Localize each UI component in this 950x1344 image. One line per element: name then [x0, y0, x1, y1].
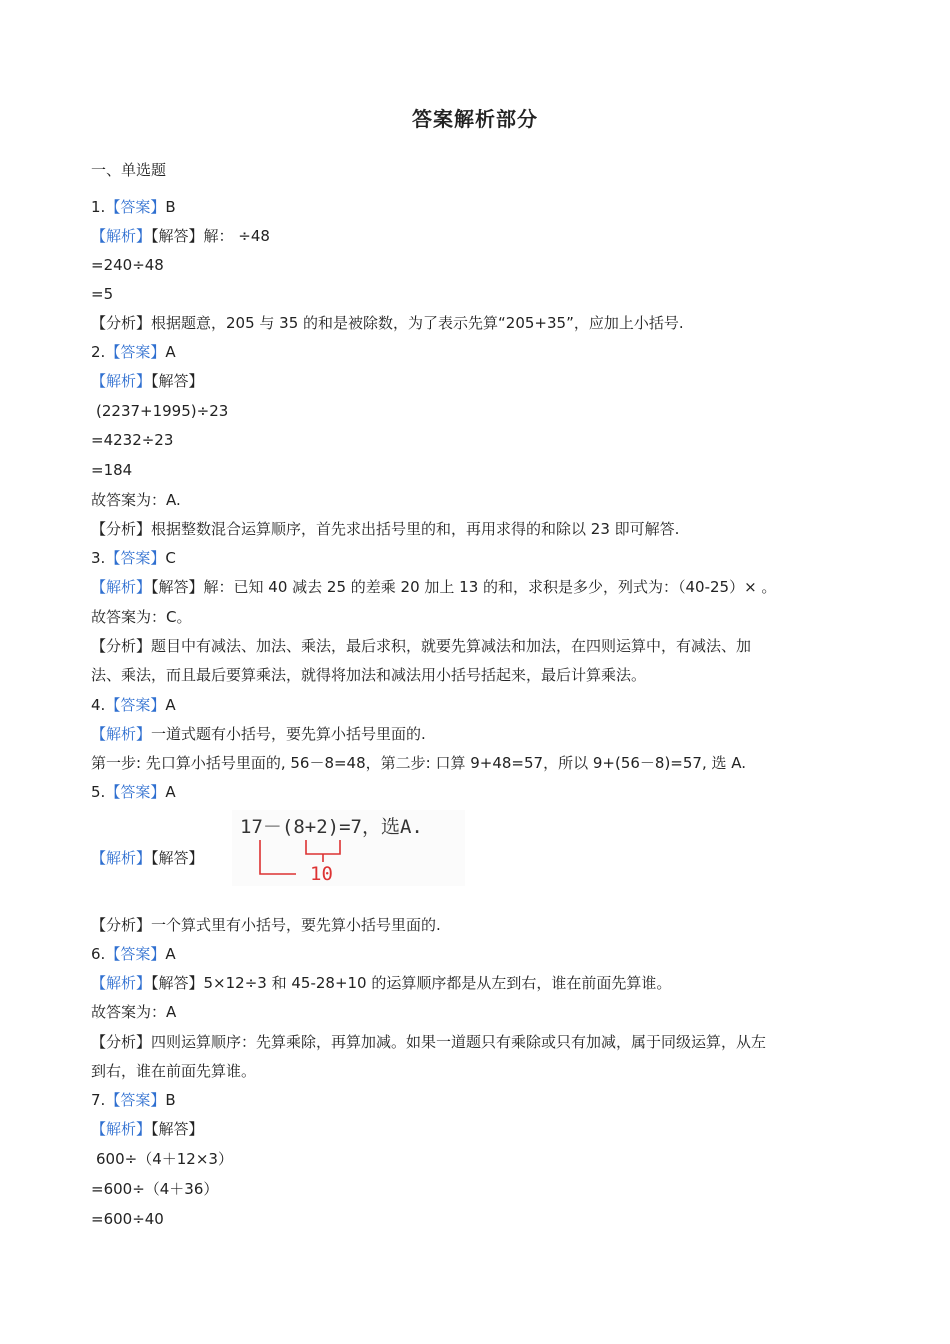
q5-expression: 17－(8+2)=7，选A. [240, 816, 423, 838]
q5-solution: 【解答】 [151, 849, 204, 867]
q7-solution-line [91, 1119, 204, 1139]
q5-bracket-outer [260, 840, 296, 874]
q5-calculation-diagram [232, 810, 465, 886]
q2-solution-line [91, 371, 204, 391]
q2-step-2: =4232÷23 [91, 431, 174, 449]
q2-step-3: =184 [91, 461, 133, 479]
answer-tag: 【答案】 [105, 198, 166, 216]
q3-solution: 【解答】解：已知 40 减去 25 的差乘 20 加上 13 的和，求积是多少，列式为：（40-25）× 。 [151, 578, 777, 596]
q4-answer-line [91, 695, 176, 715]
q7-step-3: =600÷40 [91, 1210, 164, 1228]
answer-tag: 【答案】 [105, 945, 166, 963]
q2-analysis: 【分析】根据整数混合运算顺序，首先求出括号里的和，再用求得的和除以 23 即可解答. [91, 520, 680, 538]
q1-answer: B [165, 198, 176, 216]
q5-answer-line [91, 782, 176, 802]
analysis-tag: 【解析】 [91, 974, 152, 992]
q4-steps: 第一步: 先口算小括号里面的, 56－8=48，第二步: 口算 9+48=57，所以 9+(56－8)=57, 选 A. [91, 754, 747, 772]
analysis-tag: 【解析】 [91, 849, 152, 867]
q4-number: 4. [91, 696, 106, 714]
q5-intermediate-result: 10 [310, 863, 333, 885]
q7-number: 7. [91, 1091, 106, 1109]
q3-answer: C [165, 549, 176, 567]
answer-tag: 【答案】 [105, 1091, 166, 1109]
analysis-tag: 【解析】 [91, 372, 152, 390]
q5-answer: A [165, 783, 176, 801]
q4-solution: 一道式题有小括号，要先算小括号里面的. [151, 725, 426, 743]
q2-conclusion: 故答案为：A. [91, 491, 181, 509]
q1-solution: 【解答】解： ÷48 [151, 227, 270, 245]
q7-answer-line [91, 1090, 176, 1110]
q2-answer: A [165, 343, 176, 361]
analysis-tag: 【解析】 [91, 578, 152, 596]
q3-solution-line [91, 577, 776, 597]
q3-analysis-2: 法、乘法，而且最后要算乘法，就得将加法和减法用小括号括起来，最后计算乘法。 [91, 666, 647, 684]
q1-step-2: =240÷48 [91, 256, 164, 274]
q1-analysis: 【分析】根据题意，205 与 35 的和是被除数，为了表示先算“205+35”，应加上小括号. [91, 314, 684, 332]
q7-step-1: 600÷（4＋12×3） [96, 1150, 233, 1168]
analysis-tag: 【解析】 [91, 1120, 152, 1138]
q2-step-1: (2237+1995)÷23 [96, 402, 229, 420]
q3-answer-line [91, 548, 176, 568]
q2-number: 2. [91, 343, 106, 361]
page-title: 答案解析部分 [412, 107, 538, 131]
q4-solution-line [91, 724, 426, 744]
q6-answer: A [165, 945, 176, 963]
q2-solution: 【解答】 [151, 372, 204, 390]
q6-solution-line [91, 973, 671, 993]
answer-tag: 【答案】 [105, 696, 166, 714]
answer-tag: 【答案】 [105, 343, 166, 361]
q6-solution: 【解答】5×12÷3 和 45-28+10 的运算顺序都是从左到右，谁在前面先算谁。 [151, 974, 672, 992]
q6-conclusion: 故答案为：A [91, 1003, 177, 1021]
q7-solution: 【解答】 [151, 1120, 204, 1138]
q1-solution-line [91, 226, 270, 246]
q3-conclusion: 故答案为：C。 [91, 608, 192, 626]
section-heading: 一、单选题 [91, 161, 167, 179]
q7-step-2: =600÷（4＋36） [91, 1180, 219, 1198]
q3-analysis-1: 【分析】题目中有减法、加法、乘法，最后求积，就要先算减法和加法，在四则运算中，有减法、加 [91, 637, 752, 655]
q5-analysis: 【分析】一个算式里有小括号，要先算小括号里面的. [91, 916, 441, 934]
q5-number: 5. [91, 783, 106, 801]
q1-step-3: =5 [91, 285, 114, 303]
analysis-tag: 【解析】 [91, 725, 152, 743]
q7-answer: B [165, 1091, 176, 1109]
analysis-tag: 【解析】 [91, 227, 152, 245]
answer-tag: 【答案】 [105, 783, 166, 801]
q1-answer-line [91, 197, 176, 217]
q2-answer-line [91, 342, 176, 362]
q6-analysis-2: 到右，谁在前面先算谁。 [91, 1062, 257, 1080]
q5-calculation-image [232, 810, 465, 886]
q6-answer-line [91, 944, 176, 964]
q5-solution-line [91, 848, 204, 868]
q5-bracket-inner [306, 840, 340, 854]
q6-analysis-1: 【分析】四则运算顺序：先算乘除，再算加减。如果一道题只有乘除或只有加减，属于同级运算，从左 [91, 1033, 767, 1051]
q1-number: 1. [91, 198, 106, 216]
q3-number: 3. [91, 549, 106, 567]
q6-number: 6. [91, 945, 106, 963]
q4-answer: A [165, 696, 176, 714]
answer-tag: 【答案】 [105, 549, 166, 567]
